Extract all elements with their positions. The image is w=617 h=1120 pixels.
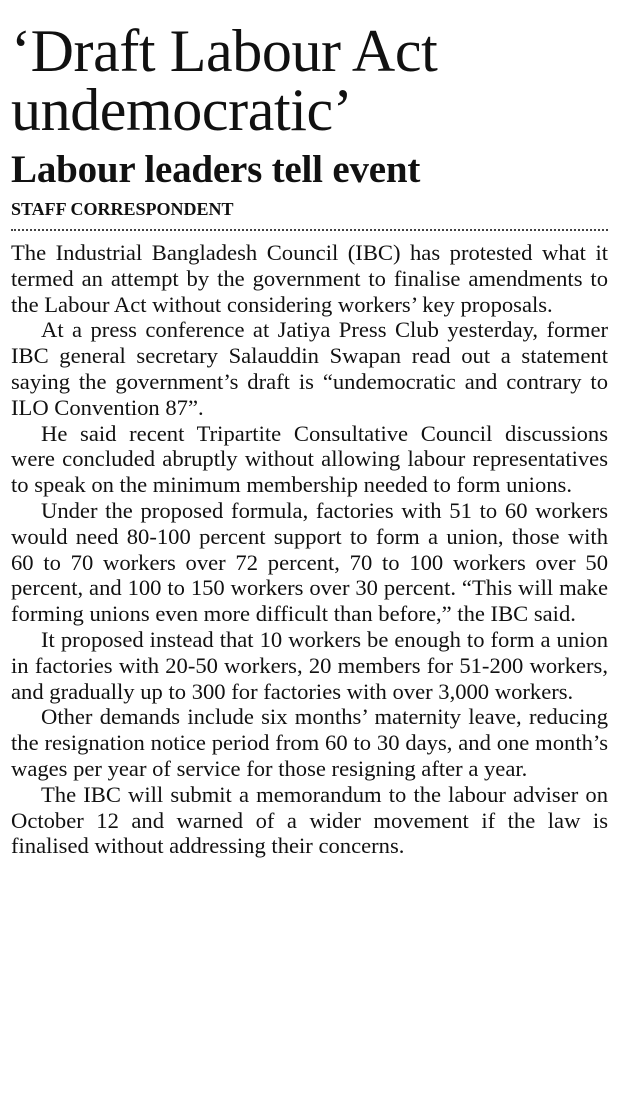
dotted-divider xyxy=(11,229,608,231)
byline: STAFF CORRESPONDENT xyxy=(11,199,234,219)
paragraph: Other demands include six months’ maternity leave, reducing the resignation notice period from 60 to 30 days, and one month’s wages per year of service for those resigning after a year. xyxy=(11,704,608,781)
subheadline: Labour leaders tell event xyxy=(11,148,421,191)
paragraph: He said recent Tripartite Consultative Council discussions were concluded abruptly without allowing labour representatives to speak on the minimum membership needed to form unions. xyxy=(11,420,608,498)
paragraph: The IBC will submit a memorandum to the labour adviser on October 12 and warned of a wider movement if the law is finalised without addressing their concerns. xyxy=(11,781,608,859)
paragraph: At a press conference at Jatiya Press Club yesterday, former IBC general secretary Salauddin Swapan read out a statement saying the government’s draft is “undemocratic and contrary to ILO Convention 87”. xyxy=(11,317,608,420)
paragraph: The Industrial Bangladesh Council (IBC) has protested what it termed an attempt by the government to finalise amendments to the Labour Act without considering workers’ key proposals. xyxy=(11,240,608,317)
paragraph: It proposed instead that 10 workers be enough to form a union in factories with 20-50 workers, 20 members for 51-200 workers, and gradually up to 300 for factories with over 3,000 workers. xyxy=(11,626,608,704)
headline-line-1: ‘Draft Labour Act xyxy=(11,18,438,84)
article-body xyxy=(11,240,608,859)
paragraph: Under the proposed formula, factories with 51 to 60 workers would need 80-100 percent support to form a union, those with 60 to 70 workers over 72 percent, 70 to 100 workers over 50 percent, and 100 to 150 workers over 30 percent. “This will make forming unions even more difficult than before,” the IBC said. xyxy=(11,497,608,627)
headline-line-2: undemocratic’ xyxy=(11,77,353,143)
headline xyxy=(11,0,608,143)
news-article xyxy=(11,0,608,859)
